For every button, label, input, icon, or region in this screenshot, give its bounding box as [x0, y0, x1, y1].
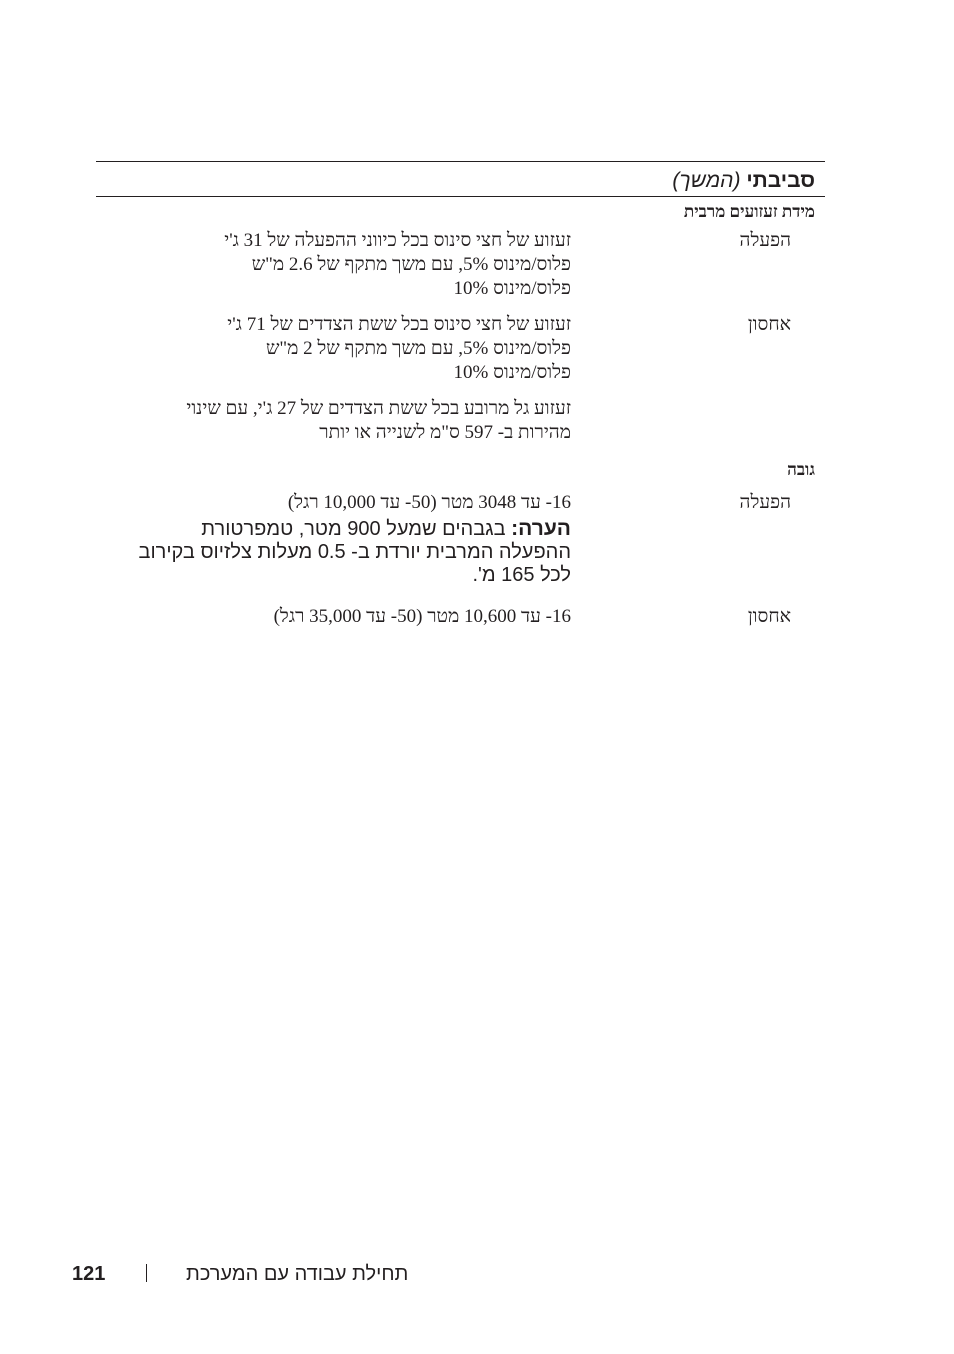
altitude-storage-label: אחסון: [747, 606, 791, 627]
note-line: לכל 165 מ'.: [472, 564, 571, 586]
altitude-operating-label: הפעלה: [739, 492, 791, 513]
page-number: 121: [72, 1263, 106, 1285]
shock-operating-line: זעזוע של חצי סינוס בכל כיווני ההפעלה של 31 ג'י: [224, 230, 571, 251]
shock-storage-value: [99, 313, 571, 385]
shock-heading: מידת זעזועים מרבית: [683, 202, 815, 221]
note-line: ההפעלה המרבית יורדת ב- 0.5 מעלות צלזיוס בקירוב: [138, 541, 571, 563]
table-header: [96, 162, 825, 196]
shock-square-row: [96, 393, 825, 453]
shock-storage-line: פלוס/מינוס 10%: [453, 362, 571, 383]
shock-operating-line: פלוס/מינוס 10%: [453, 278, 571, 299]
altitude-storage-value: 16- עד 10,600 מטר (50- עד 35,000 רגל): [273, 606, 571, 627]
shock-operating-label: הפעלה: [739, 230, 791, 251]
shock-operating-row: [96, 225, 825, 309]
altitude-operating-row: [96, 487, 825, 603]
shock-storage-row: [96, 309, 825, 393]
note-label: הערה:: [511, 517, 571, 540]
shock-storage-line: זעזוע של חצי סינוס בכל ששת הצדדים של 71 ג'י: [227, 314, 571, 335]
spec-table: [96, 161, 825, 643]
footer-divider: [146, 1264, 147, 1282]
page-footer: [0, 1261, 954, 1291]
shock-square-value: [99, 397, 571, 445]
shock-storage-line: פלוס/מינוס 5%, עם משך מתקף של 2 מ"ש: [265, 338, 571, 359]
table-title: סביבתי: [746, 169, 815, 192]
shock-operating-value: [99, 229, 571, 301]
altitude-operating-value: 16- עד 3048 מטר (50- עד 10,000 רגל): [287, 492, 571, 513]
footer-title: תחילת עבודה עם המערכת: [186, 1263, 409, 1285]
altitude-heading: גובה: [787, 460, 815, 479]
altitude-note: [99, 517, 571, 587]
shock-storage-label: אחסון: [747, 314, 791, 335]
shock-operating-line: פלוס/מינוס 5%, עם משך מתקף של 2.6 מ"ש: [251, 254, 571, 275]
note-line: בגבהים שמעל 900 מטר, טמפרטורת: [201, 518, 506, 540]
altitude-storage-row: [96, 603, 825, 643]
shock-square-line: זעזוע גל מרובע בכל ששת הצדדים של 27 ג'י, עם שינוי: [186, 398, 571, 419]
table-title-continued: (המשך): [672, 169, 741, 192]
shock-square-line: מהירות ב- 597 ס"מ לשנייה או יותר: [319, 422, 571, 443]
